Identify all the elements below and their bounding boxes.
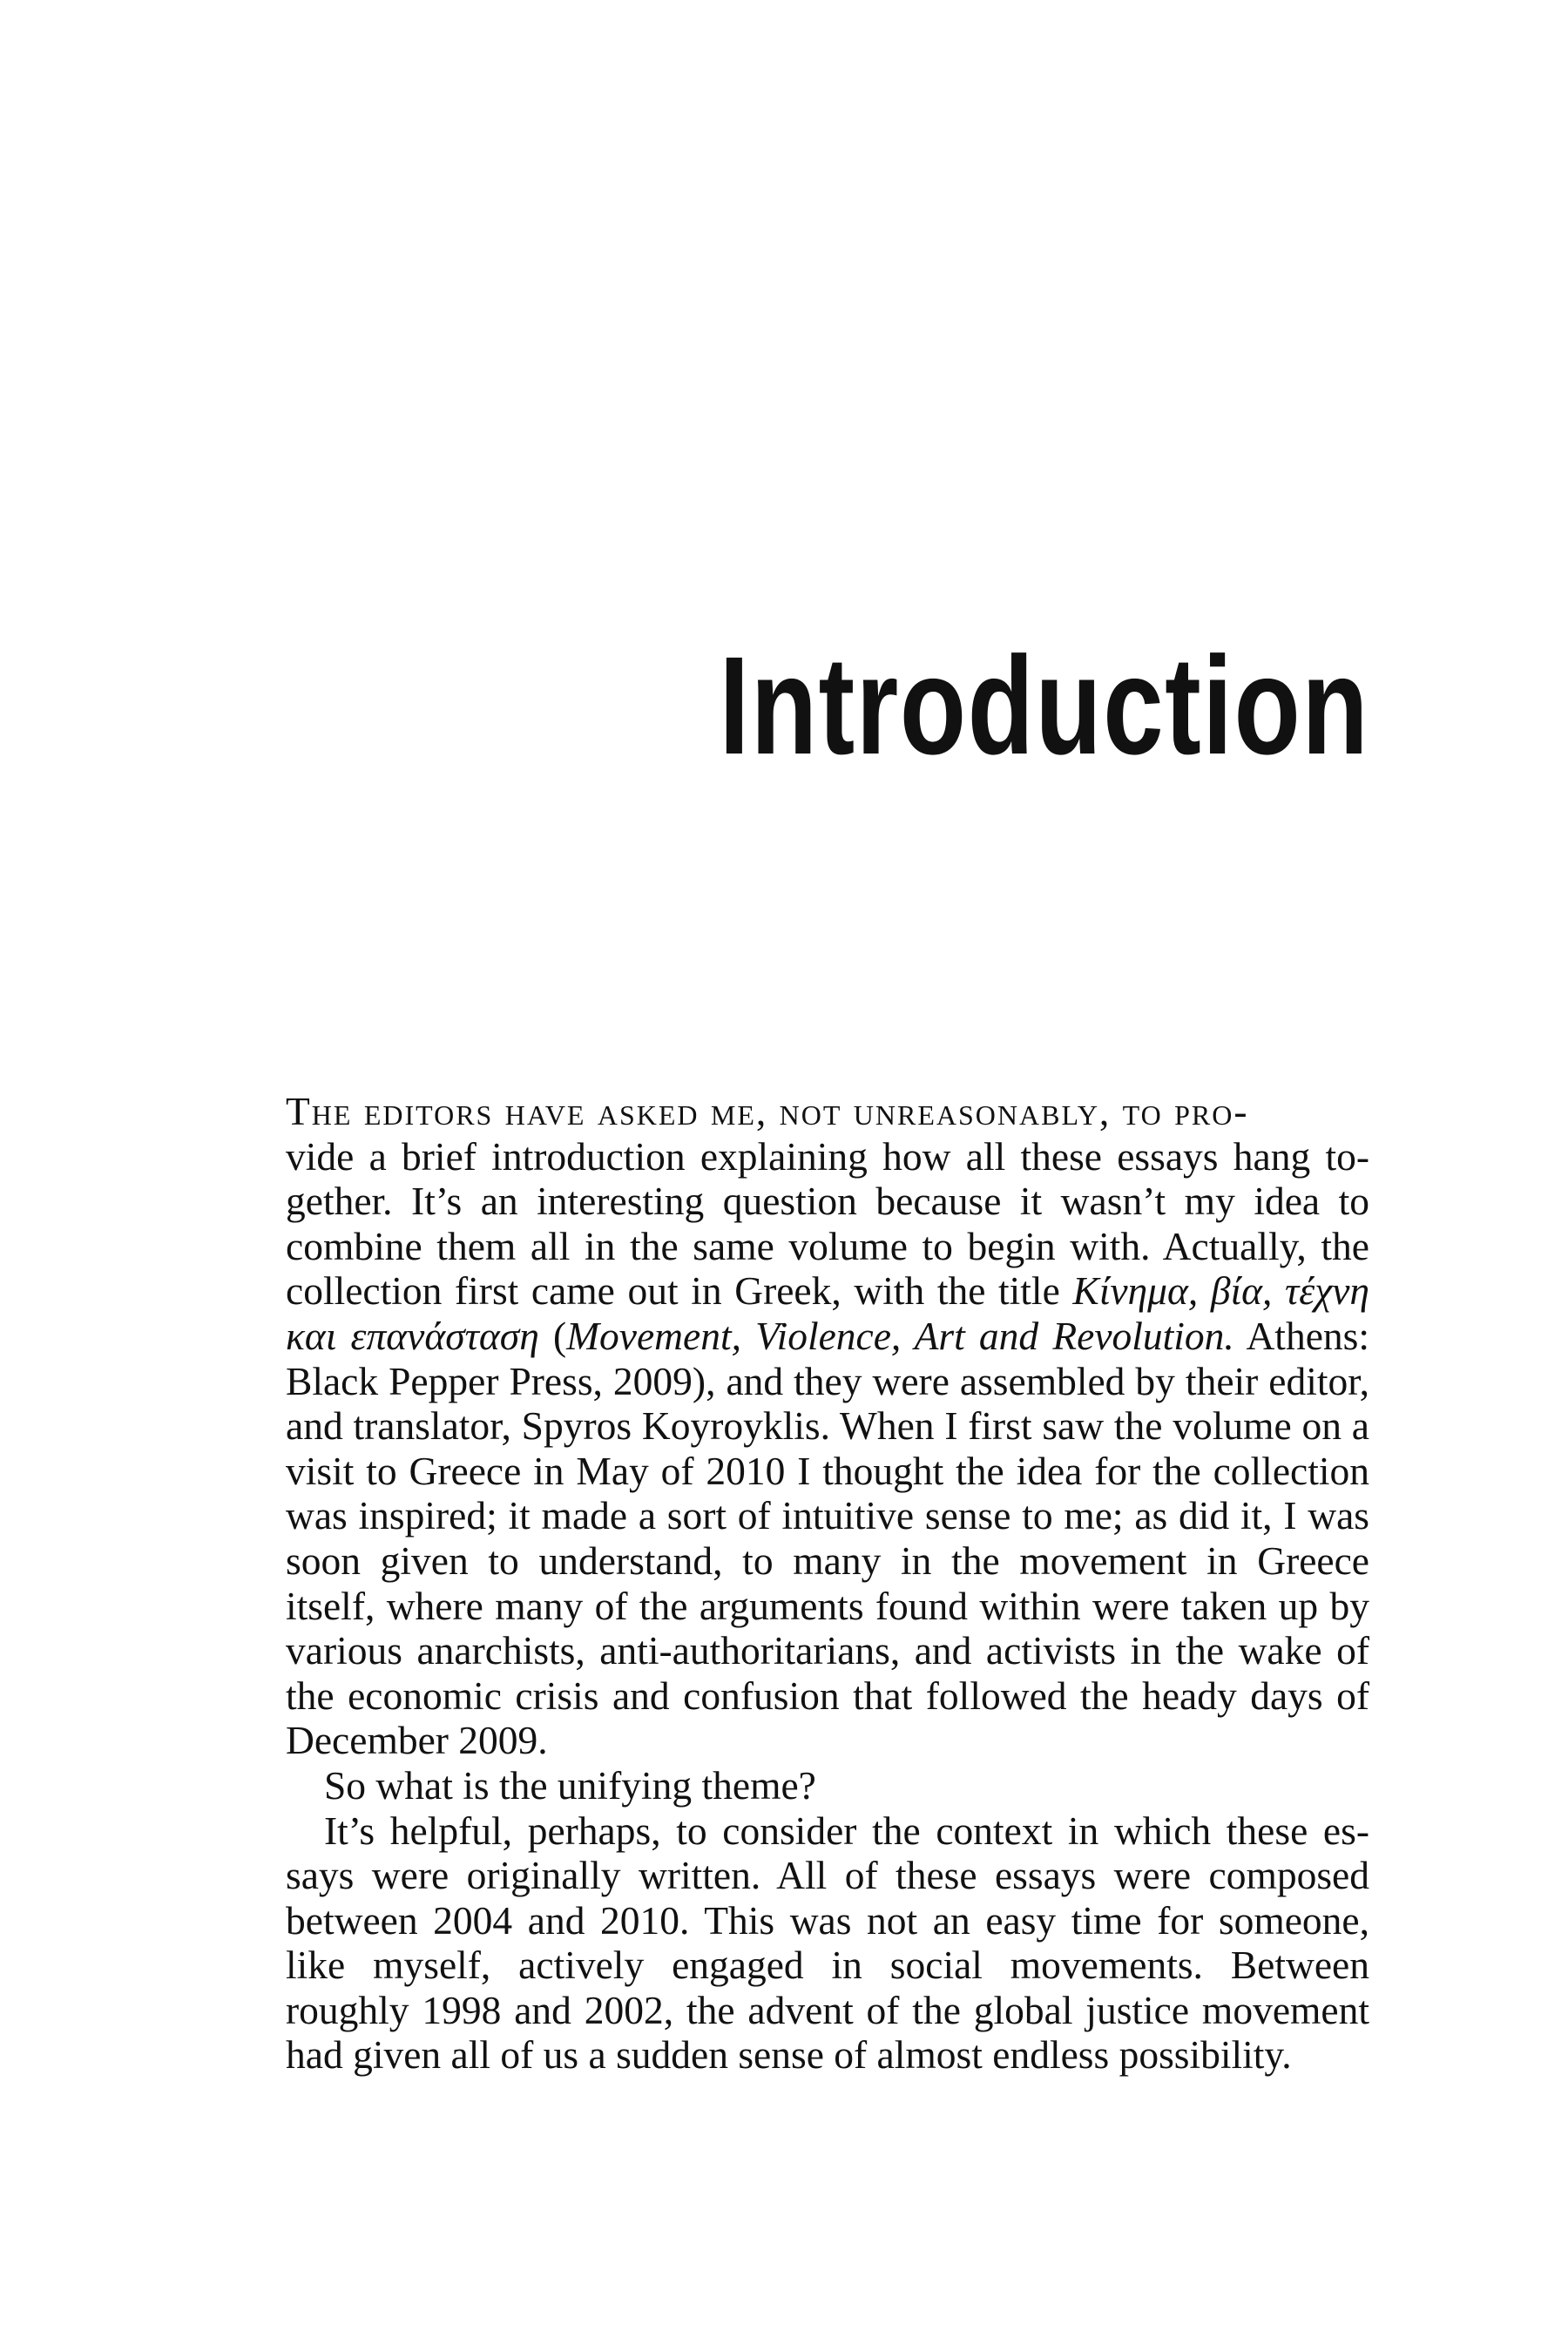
- chapter-title: Introduction: [719, 627, 1369, 783]
- opening-text-part2: (: [538, 1313, 567, 1358]
- opening-small-caps: The editors have asked me, not unreasonably, to pro: [286, 1089, 1234, 1133]
- chapter-body: [286, 1089, 1369, 2078]
- greek-title: Κίνημα, βία, τέχνη και επανάσταση: [286, 1268, 1369, 1358]
- english-title: Movement, Violence, Art and Revolution.: [566, 1313, 1234, 1358]
- opening-text-part1: vide a brief introduction explaining how all these essays hang together. It’s an interesting question because it wasn’t my idea to combine them all in the same volume to begin with. Actually, the collection first came out in Greek, with the title: [286, 1133, 1369, 1314]
- paragraph-context: It’s helpful, perhaps, to consider the context in which these essays were originally written. All of these essays were composed between 2004 and 2010. This was not an easy time for someone, like myself, actively engaged in social movements. Between roughly 1998 and 2002, the advent of the global justice movement had given all of us a sudden sense of almost endless possibility.: [286, 1808, 1369, 2078]
- opening-text-part3: Athens: Black Pepper Press, 2009), and they were assembled by their editor, and translator, Spyros Koyroyklis. When I first saw the volume on a visit to Greece in May of 2010 I thought the idea for the collection was inspired; it made a sort of intuitive sense to me; as did it, I was soon given to understand, to many in the movement in Greece itself, where many of the arguments found within were taken up by various anarchists, anti-authoritarians, and activists in the wake of the economic crisis and confusion that followed the heady days of December 2009.: [286, 1313, 1369, 1763]
- paragraph-question: So what is the unifying theme?: [324, 1762, 816, 1808]
- paragraph-opening: The editors have asked me, not unreasonably, to pro- vide a brief introduction explaining how all these essays hang together. It’s an interesting question because it wasn’t my idea to combine them all in the same volume to begin with. Actually, the collection first came out in Greek, with the title Κίνημα, βία, τέχνη και επανάσταση (Movement, Violence, Art and Revolution. Athens: Black Pepper Press, 2009), and they were assembled by their editor, and translator, Spyros Koyroyklis. When I first saw the volume on a visit to Greece in May of 2010 I thought the idea for the collection was inspired; it made a sort of intuitive sense to me; as did it, I was soon given to understand, to many in the movement in Greece itself, where many of the arguments found within were taken up by various anarchists, anti-authoritarians, and activists in the wake of the economic crisis and confusion that followed the heady days of December 2009.: [286, 1089, 1369, 1763]
